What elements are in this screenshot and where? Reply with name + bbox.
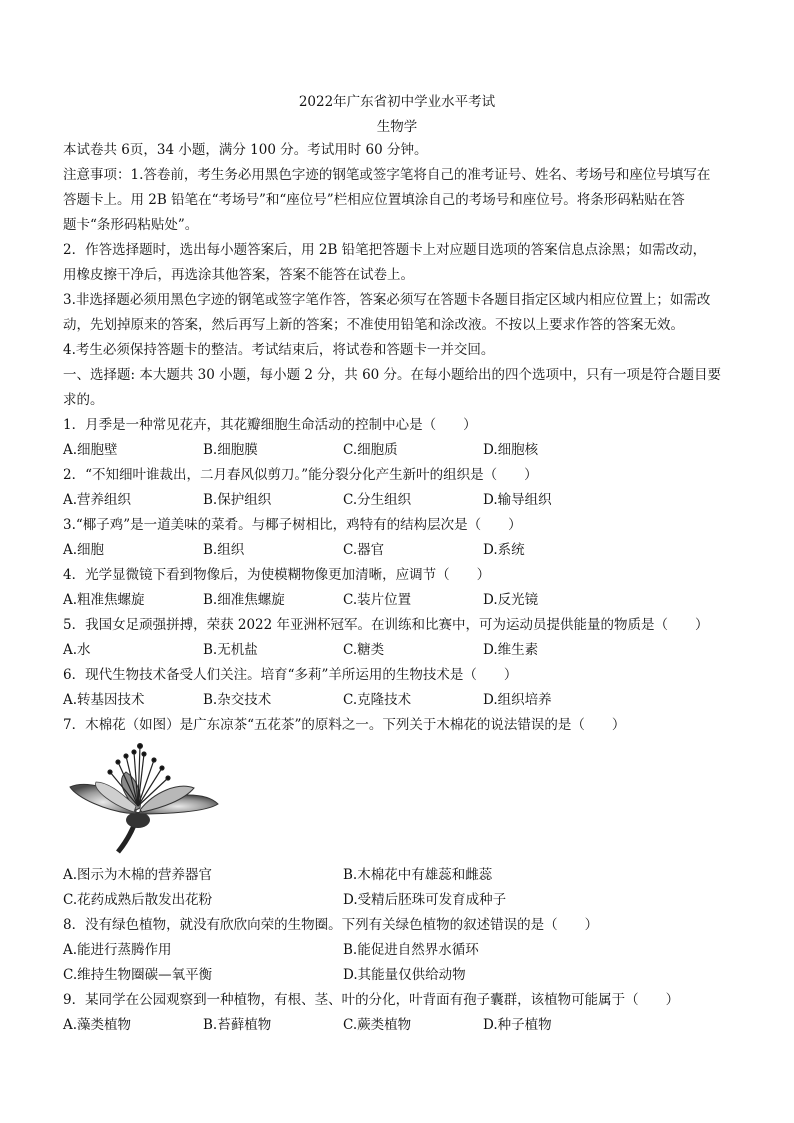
option-c: C.蕨类植物 <box>343 1017 412 1033</box>
question-stem: 8．没有绿色植物，就没有欣欣向荣的生物圈。下列有关绿色植物的叙述错误的是（ ） <box>63 917 599 933</box>
subject-title: 生物学 <box>376 119 418 135</box>
question-stem: 6．现代生物技术备受人们关注。培育“多莉”羊所运用的生物技术是（ ） <box>63 667 518 683</box>
question-stem: 7．木棉花（如图）是广东凉茶“五花茶”的原料之一。下列关于木棉花的说法错误的是（ ） <box>63 717 626 733</box>
notice-2b: 用橡皮擦干净后，再选涂其他答案，答案不能答在试卷上。 <box>63 267 414 283</box>
option-a: A.能进行蒸腾作用 <box>63 942 172 958</box>
section-heading-1b: 求的。 <box>63 392 104 408</box>
option-c: C.分生组织 <box>343 492 412 508</box>
option-b: B.组织 <box>203 542 245 558</box>
question-stem: 1．月季是一种常见花卉，其花瓣细胞生命活动的控制中心是（ ） <box>63 417 477 433</box>
question-stem: 2．“不知细叶谁裁出，二月春风似剪刀。”能分裂分化产生新叶的组织是（ ） <box>63 467 538 483</box>
question-stem: 3.“椰子鸡”是一道美味的菜肴。与椰子树相比，鸡特有的结构层次是（ ） <box>63 517 522 533</box>
option-c: C.细胞质 <box>343 442 398 458</box>
option-d: D.组织培养 <box>483 692 552 708</box>
option-a: A.细胞 <box>63 542 105 558</box>
option-d: D.其能量仅供给动物 <box>343 967 466 983</box>
exam-title: 2022年广东省初中学业水平考试 <box>298 94 496 110</box>
option-c: C.维持生物圈碳—氧平衡 <box>63 967 213 983</box>
option-row <box>63 690 743 710</box>
option-b: B.杂交技术 <box>203 692 272 708</box>
notice-1c: 题卡“条形码粘贴处”。 <box>63 217 199 233</box>
option-row <box>63 865 743 885</box>
notice-4: 4.考生必须保持答题卡的整洁。考试结束后，将试卷和答题卡一并交回。 <box>63 342 495 358</box>
option-c: C.糖类 <box>343 642 385 658</box>
notice-3b: 动，先划掉原来的答案，然后再写上新的答案；不准使用铅笔和涂改液。不按以上要求作答的答案无效。 <box>63 317 684 333</box>
option-row <box>63 1015 743 1035</box>
option-c: C.花药成熟后散发出花粉 <box>63 892 213 908</box>
option-b: B.能促进自然界水循环 <box>343 942 479 958</box>
option-a: A.藻类植物 <box>63 1017 132 1033</box>
option-d: D.反光镜 <box>483 592 539 608</box>
kapok-flower-figure <box>66 742 222 854</box>
option-a: A.粗准焦螺旋 <box>63 592 145 608</box>
option-b: B.苔藓植物 <box>203 1017 272 1033</box>
option-a: A.图示为木棉的营养器官 <box>63 867 213 883</box>
option-b: B.无机盐 <box>203 642 258 658</box>
question-stem: 5．我国女足顽强拼搏，荣获 2022 年亚洲杯冠军。在训练和比赛中，可为运动员提供能量的物质是（ ） <box>63 617 709 633</box>
option-row <box>63 590 743 610</box>
option-a: A.细胞壁 <box>63 442 118 458</box>
option-c: C.器官 <box>343 542 385 558</box>
option-d: D.系统 <box>483 542 525 558</box>
option-row <box>63 440 743 460</box>
exam-summary: 本试卷共 6页，34 小题，满分 100 分。考试用时 60 分钟。 <box>63 142 428 158</box>
option-c: C.克隆技术 <box>343 692 412 708</box>
option-d: D.种子植物 <box>483 1017 552 1033</box>
option-row <box>63 640 743 660</box>
notice-1b: 答题卡上。用 2B 铅笔在“考场号”和“座位号”栏相应位置填涂自己的考场号和座位号。将条形码粘贴在答 <box>63 192 685 208</box>
option-row <box>63 940 743 960</box>
option-row <box>63 890 743 910</box>
notice-2a: 2．作答选择题时，选出每小题答案后，用 2B 铅笔把答题卡上对应题目选项的答案信息点涂黑；如需改动， <box>63 242 707 258</box>
notice-1a: 注意事项：1.答卷前，考生务必用黑色字迹的钢笔或签字笔将自己的准考证号、姓名、考场号和座位号填写在 <box>63 167 711 183</box>
option-c: C.装片位置 <box>343 592 412 608</box>
option-d: D.细胞核 <box>483 442 539 458</box>
notice-3a: 3.非选择题必须用黑色字迹的钢笔或签字笔作答，答案必须写在答题卡各题目指定区域内相应位置上；如需改 <box>63 292 711 308</box>
option-d: D.输导组织 <box>483 492 552 508</box>
option-b: B.细胞膜 <box>203 442 258 458</box>
option-d: D.受精后胚珠可发育成种子 <box>343 892 507 908</box>
question-stem: 4．光学显微镜下看到物像后，为使模糊物像更加清晰，应调节（ ） <box>63 567 491 583</box>
question-stem: 9．某同学在公园观察到一种植物，有根、茎、叶的分化，叶背面有孢子囊群，该植物可能属于（ ） <box>63 992 680 1008</box>
option-b: B.木棉花中有雄蕊和雌蕊 <box>343 867 493 883</box>
option-a: A.水 <box>63 642 91 658</box>
option-b: B.细准焦螺旋 <box>203 592 285 608</box>
option-d: D.维生素 <box>483 642 539 658</box>
option-row <box>63 490 743 510</box>
option-b: B.保护组织 <box>203 492 272 508</box>
section-heading-1a: 一、选择题: 本大题共 30 小题，每小题 2 分，共 60 分。在每小题给出的四个选项中，只有一项是符合题目要 <box>63 367 722 383</box>
option-a: A.营养组织 <box>63 492 132 508</box>
option-row <box>63 965 743 985</box>
option-a: A.转基因技术 <box>63 692 145 708</box>
option-row <box>63 540 743 560</box>
